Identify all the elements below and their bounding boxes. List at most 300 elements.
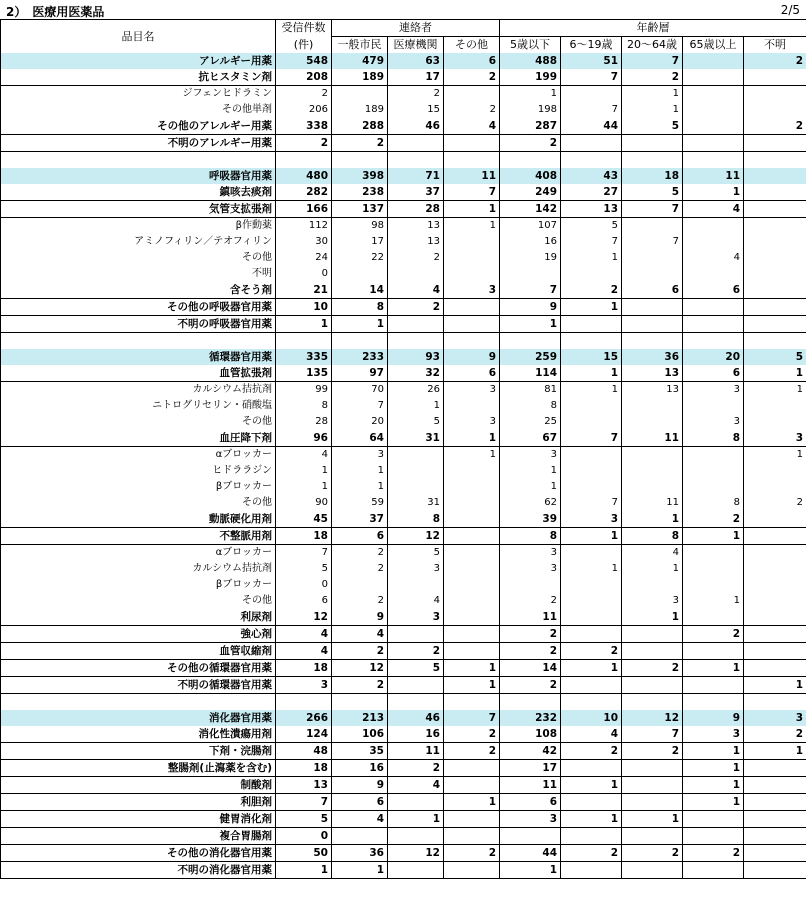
count-cell: 3 (444, 382, 500, 399)
count-cell: 11 (444, 168, 500, 184)
count-cell: 7 (622, 53, 683, 69)
count-cell (683, 643, 744, 660)
count-cell (444, 316, 500, 333)
statistics-table (0, 19, 806, 879)
empty-cell (1, 694, 276, 711)
count-cell (622, 643, 683, 660)
count-cell: 1 (500, 316, 561, 333)
count-cell: 8 (388, 511, 444, 528)
count-cell: 213 (332, 710, 388, 726)
count-cell: 7 (561, 69, 622, 86)
count-cell (561, 760, 622, 777)
count-cell (622, 862, 683, 879)
count-cell: 232 (500, 710, 561, 726)
count-cell: 4 (388, 777, 444, 794)
count-cell (683, 316, 744, 333)
count-cell: 408 (500, 168, 561, 184)
empty-cell (444, 694, 500, 711)
count-cell (622, 677, 683, 694)
count-cell: 189 (332, 69, 388, 86)
count-cell (683, 299, 744, 316)
table-row (1, 201, 806, 218)
table-row (1, 794, 806, 811)
count-cell (683, 398, 744, 414)
table-header (1, 20, 806, 54)
count-cell: 16 (388, 726, 444, 743)
count-cell: 2 (500, 593, 561, 609)
count-cell: 1 (500, 479, 561, 495)
count-cell: 1 (683, 760, 744, 777)
count-cell (444, 828, 500, 845)
count-cell: 206 (276, 102, 332, 118)
item-name: 整腸剤(止瀉薬を含む) (1, 760, 276, 777)
item-name: その他 (1, 250, 276, 266)
count-cell (500, 828, 561, 845)
count-cell: 8 (622, 528, 683, 545)
count-cell: 488 (500, 53, 561, 69)
count-cell (561, 86, 622, 103)
count-cell (744, 626, 806, 643)
count-cell: 2 (332, 135, 388, 152)
count-cell (561, 316, 622, 333)
table-row (1, 282, 806, 299)
count-cell (683, 609, 744, 626)
count-cell (444, 609, 500, 626)
count-cell: 1 (500, 86, 561, 103)
count-cell (561, 828, 622, 845)
count-cell (622, 463, 683, 479)
count-cell (622, 447, 683, 464)
count-cell (444, 545, 500, 562)
table-row (1, 511, 806, 528)
table-row (1, 102, 806, 118)
count-cell: 208 (276, 69, 332, 86)
empty-cell (388, 152, 444, 169)
count-cell (444, 266, 500, 282)
count-cell: 1 (683, 593, 744, 609)
item-name: ジフェンヒドラミン (1, 86, 276, 103)
item-name: その他の循環器官用薬 (1, 660, 276, 677)
count-cell: 28 (276, 414, 332, 430)
count-cell: 7 (561, 495, 622, 511)
count-cell: 11 (500, 609, 561, 626)
table-row (1, 561, 806, 577)
spacer-row (1, 333, 806, 350)
count-cell (622, 135, 683, 152)
count-cell: 1 (622, 511, 683, 528)
count-cell: 16 (332, 760, 388, 777)
count-cell: 32 (388, 365, 444, 382)
count-cell: 2 (388, 299, 444, 316)
count-cell: 5 (622, 118, 683, 135)
count-cell: 288 (332, 118, 388, 135)
count-cell: 3 (388, 609, 444, 626)
count-cell: 3 (683, 414, 744, 430)
count-cell: 480 (276, 168, 332, 184)
count-cell: 24 (276, 250, 332, 266)
count-cell: 1 (444, 218, 500, 235)
count-cell (388, 794, 444, 811)
count-cell (622, 626, 683, 643)
count-cell (388, 862, 444, 879)
count-cell (744, 398, 806, 414)
count-cell: 1 (683, 184, 744, 201)
count-cell: 6 (444, 365, 500, 382)
count-cell: 5 (622, 184, 683, 201)
table-row (1, 777, 806, 794)
count-cell: 6 (332, 528, 388, 545)
count-cell: 398 (332, 168, 388, 184)
count-cell: 15 (561, 349, 622, 365)
count-cell (622, 414, 683, 430)
count-cell: 5 (388, 660, 444, 677)
count-cell (744, 643, 806, 660)
table-row (1, 316, 806, 333)
count-cell: 2 (500, 626, 561, 643)
empty-cell (500, 694, 561, 711)
count-cell (744, 845, 806, 862)
count-cell (683, 479, 744, 495)
count-cell: 99 (276, 382, 332, 399)
contact-group-header: 連絡者 (332, 20, 500, 37)
count-cell (561, 447, 622, 464)
count-cell: 9 (332, 777, 388, 794)
table-row (1, 479, 806, 495)
empty-cell (561, 333, 622, 350)
count-cell (388, 626, 444, 643)
count-cell: 1 (561, 528, 622, 545)
count-cell (744, 250, 806, 266)
count-cell (622, 828, 683, 845)
count-cell: 2 (388, 250, 444, 266)
count-cell (561, 398, 622, 414)
count-cell: 2 (683, 626, 744, 643)
count-cell: 8 (276, 398, 332, 414)
count-cell: 4 (388, 593, 444, 609)
count-cell (332, 577, 388, 593)
count-cell: 1 (744, 447, 806, 464)
count-cell: 1 (561, 561, 622, 577)
count-cell (744, 862, 806, 879)
count-cell: 20 (683, 349, 744, 365)
count-cell (444, 511, 500, 528)
count-cell: 1 (500, 862, 561, 879)
count-cell (744, 511, 806, 528)
item-name: αブロッカー (1, 545, 276, 562)
item-name: 消化器官用薬 (1, 710, 276, 726)
count-cell: 282 (276, 184, 332, 201)
table-row (1, 218, 806, 235)
count-cell: 48 (276, 743, 332, 760)
count-cell: 1 (444, 677, 500, 694)
count-cell: 2 (561, 845, 622, 862)
table-row (1, 828, 806, 845)
empty-cell (1, 333, 276, 350)
page-number: 2/5 (780, 3, 800, 17)
item-name: αブロッカー (1, 447, 276, 464)
count-cell (561, 463, 622, 479)
count-cell: 12 (388, 845, 444, 862)
count-cell: 6 (276, 593, 332, 609)
table-row (1, 726, 806, 743)
count-cell: 2 (744, 118, 806, 135)
empty-cell (276, 152, 332, 169)
count-cell: 7 (276, 545, 332, 562)
table-row (1, 577, 806, 593)
count-cell (683, 828, 744, 845)
count-cell: 4 (276, 626, 332, 643)
count-cell: 2 (276, 86, 332, 103)
count-cell: 9 (683, 710, 744, 726)
empty-cell (332, 152, 388, 169)
count-cell (388, 677, 444, 694)
count-cell: 249 (500, 184, 561, 201)
count-cell: 17 (500, 760, 561, 777)
count-cell: 5 (276, 561, 332, 577)
table-row (1, 447, 806, 464)
count-cell: 287 (500, 118, 561, 135)
count-cell: 166 (276, 201, 332, 218)
count-cell: 7 (500, 282, 561, 299)
count-cell: 338 (276, 118, 332, 135)
count-cell (744, 463, 806, 479)
count-cell (622, 299, 683, 316)
count-cell: 1 (500, 463, 561, 479)
count-cell: 7 (561, 234, 622, 250)
count-cell: 11 (622, 430, 683, 447)
count-cell (744, 777, 806, 794)
table-row (1, 414, 806, 430)
table-row (1, 53, 806, 69)
table-row (1, 845, 806, 862)
empty-cell (276, 694, 332, 711)
item-name: ニトログリセリン・硝酸塩 (1, 398, 276, 414)
table-row (1, 811, 806, 828)
count-cell: 4 (388, 282, 444, 299)
count-cell: 27 (561, 184, 622, 201)
count-cell: 26 (388, 382, 444, 399)
item-name: 鎮咳去痰剤 (1, 184, 276, 201)
col-received-unit: (件) (276, 37, 332, 54)
count-cell: 7 (561, 430, 622, 447)
item-name: その他の呼吸器官用薬 (1, 299, 276, 316)
count-cell: 2 (500, 643, 561, 660)
count-cell: 5 (744, 349, 806, 365)
count-cell: 37 (388, 184, 444, 201)
count-cell (444, 528, 500, 545)
count-cell: 137 (332, 201, 388, 218)
table-row (1, 710, 806, 726)
count-cell: 1 (744, 677, 806, 694)
count-cell: 7 (622, 726, 683, 743)
count-cell: 63 (388, 53, 444, 69)
item-name: 血圧降下剤 (1, 430, 276, 447)
empty-cell (744, 152, 806, 169)
count-cell: 93 (388, 349, 444, 365)
col-item-header: 品目名 (1, 20, 276, 54)
count-cell: 19 (500, 250, 561, 266)
count-cell (444, 760, 500, 777)
count-cell: 14 (332, 282, 388, 299)
count-cell (444, 86, 500, 103)
count-cell: 2 (622, 743, 683, 760)
count-cell: 2 (683, 511, 744, 528)
count-cell: 45 (276, 511, 332, 528)
empty-cell (1, 152, 276, 169)
count-cell (744, 184, 806, 201)
table-row (1, 86, 806, 103)
item-name: アミノフィリン／テオフィリン (1, 234, 276, 250)
count-cell (444, 811, 500, 828)
count-cell: 1 (744, 382, 806, 399)
col-age-65-over: 65歳以上 (683, 37, 744, 54)
count-cell (444, 299, 500, 316)
item-name: 不明の呼吸器官用薬 (1, 316, 276, 333)
count-cell: 22 (332, 250, 388, 266)
count-cell (744, 577, 806, 593)
count-cell: 42 (500, 743, 561, 760)
count-cell (622, 218, 683, 235)
item-name: カルシウム拮抗剤 (1, 561, 276, 577)
count-cell: 59 (332, 495, 388, 511)
count-cell: 11 (683, 168, 744, 184)
count-cell: 30 (276, 234, 332, 250)
item-name: その他単剤 (1, 102, 276, 118)
count-cell: 13 (388, 234, 444, 250)
count-cell (444, 250, 500, 266)
count-cell: 1 (388, 811, 444, 828)
col-received-header: 受信件数 (276, 20, 332, 37)
item-name: 不明 (1, 266, 276, 282)
count-cell (744, 86, 806, 103)
count-cell: 7 (622, 234, 683, 250)
count-cell: 3 (683, 726, 744, 743)
count-cell: 1 (622, 811, 683, 828)
count-cell: 4 (332, 811, 388, 828)
count-cell: 2 (388, 760, 444, 777)
count-cell (683, 862, 744, 879)
count-cell: 35 (332, 743, 388, 760)
count-cell (683, 447, 744, 464)
count-cell: 13 (622, 382, 683, 399)
table-body (1, 53, 806, 879)
count-cell: 5 (388, 414, 444, 430)
empty-cell (500, 333, 561, 350)
count-cell: 28 (388, 201, 444, 218)
item-name: 動脈硬化用剤 (1, 511, 276, 528)
count-cell (744, 316, 806, 333)
count-cell (561, 794, 622, 811)
count-cell: 2 (622, 660, 683, 677)
count-cell: 479 (332, 53, 388, 69)
count-cell: 44 (500, 845, 561, 862)
count-cell: 8 (332, 299, 388, 316)
count-cell (561, 479, 622, 495)
count-cell: 1 (444, 430, 500, 447)
table-row (1, 266, 806, 282)
section-title: 2） 医療用医薬品 (6, 5, 105, 19)
count-cell (388, 577, 444, 593)
count-cell: 36 (622, 349, 683, 365)
count-cell: 13 (622, 365, 683, 382)
count-cell: 5 (276, 811, 332, 828)
empty-cell (388, 694, 444, 711)
count-cell: 2 (332, 545, 388, 562)
count-cell: 64 (332, 430, 388, 447)
table-row (1, 626, 806, 643)
count-cell: 31 (388, 495, 444, 511)
count-cell: 9 (332, 609, 388, 626)
empty-cell (276, 333, 332, 350)
count-cell: 0 (276, 577, 332, 593)
count-cell: 12 (622, 710, 683, 726)
count-cell: 67 (500, 430, 561, 447)
count-cell: 1 (561, 365, 622, 382)
table-row (1, 660, 806, 677)
count-cell (500, 266, 561, 282)
empty-cell (332, 333, 388, 350)
count-cell (683, 677, 744, 694)
count-cell: 3 (744, 710, 806, 726)
item-name: その他 (1, 593, 276, 609)
count-cell (622, 398, 683, 414)
count-cell (683, 218, 744, 235)
count-cell: 1 (561, 811, 622, 828)
count-cell (744, 760, 806, 777)
count-cell (622, 250, 683, 266)
table-row (1, 118, 806, 135)
count-cell: 0 (276, 266, 332, 282)
count-cell: 4 (276, 643, 332, 660)
count-cell: 13 (388, 218, 444, 235)
count-cell: 98 (332, 218, 388, 235)
count-cell: 7 (332, 398, 388, 414)
count-cell: 4 (622, 545, 683, 562)
count-cell: 1 (388, 398, 444, 414)
count-cell (622, 577, 683, 593)
count-cell (388, 447, 444, 464)
count-cell: 2 (622, 69, 683, 86)
count-cell: 11 (388, 743, 444, 760)
count-cell: 16 (500, 234, 561, 250)
count-cell: 18 (276, 528, 332, 545)
count-cell (744, 593, 806, 609)
count-cell: 6 (683, 282, 744, 299)
empty-cell (683, 333, 744, 350)
col-age-20-64: 20～64歳 (622, 37, 683, 54)
table-row (1, 69, 806, 86)
count-cell (683, 811, 744, 828)
table-row (1, 593, 806, 609)
count-cell: 3 (500, 811, 561, 828)
item-name: その他 (1, 495, 276, 511)
count-cell (500, 577, 561, 593)
count-cell: 1 (561, 250, 622, 266)
count-cell: 266 (276, 710, 332, 726)
count-cell: 189 (332, 102, 388, 118)
count-cell: 7 (561, 102, 622, 118)
count-cell: 6 (622, 282, 683, 299)
count-cell: 2 (388, 86, 444, 103)
col-age-unknown: 不明 (744, 37, 806, 54)
count-cell: 2 (744, 495, 806, 511)
count-cell: 4 (683, 250, 744, 266)
count-cell (622, 316, 683, 333)
item-name: 不明の循環器官用薬 (1, 677, 276, 694)
empty-cell (444, 152, 500, 169)
count-cell: 18 (276, 760, 332, 777)
count-cell: 3 (444, 414, 500, 430)
